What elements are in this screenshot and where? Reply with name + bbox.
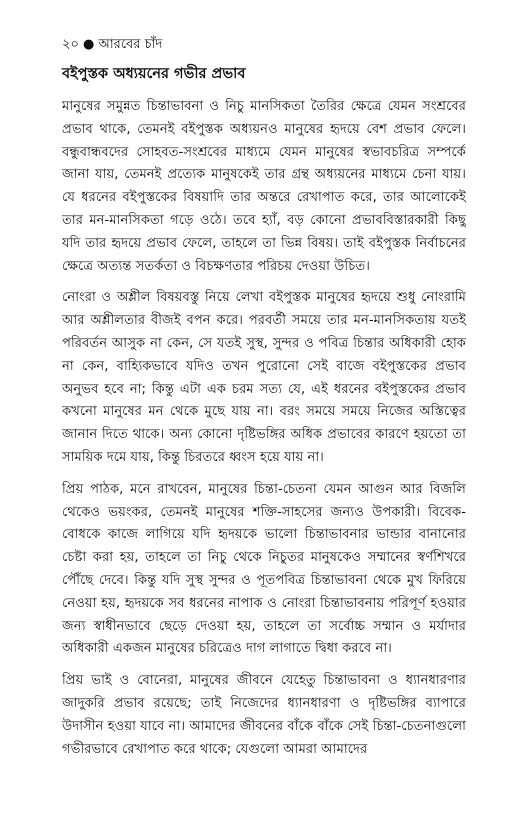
section-title: বইপুস্তক অধ্যয়নের গভীর প্রভাব: [62, 66, 246, 82]
paragraph-4: প্রিয় ভাই ও বোনেরা, মানুষের জীবনে যেহেতু চিন্তাভাবনা ও ধ্যানধারণার জাদুকরি প্রভাব রয়েছে; তাই নিজেদের ধ্যানধারণা ও দৃষ্টিভঙ্গির ব্যাপারে উদাসীন হওয়া যাবে না। আমাদের জীবনের বাঁকে বাঁকে সেই চিন্তা-চেতনাগুলো গভীরভাবে রেখাপাত করে থাকে; যেগুলো আমরা আমাদের: [62, 673, 466, 757]
paragraph-3: প্রিয় পাঠক, মনে রাখবেন, মানুষের চিন্তা-চেতনা যেমন আগুন আর বিজলি থেকেও ভয়ংকর, তেমনই মানুষের শক্তি-সাহসের জন্যও উপকারী। বিবেক-বোধকে কাজে লাগিয়ে যদি হৃদয়কে ভালো চিন্তাভাবনার ভান্ডার বানানোর চেষ্টা করা হয়, তাহলে তা নিচু থেকে নিচুতর মানুষকেও সম্মানের স্বর্ণশিখরে পৌঁছে দেবে। কিন্তু যদি সুস্থ সুন্দর ও পূতপবিত্র চিন্তাভাবনা থেকে মুখ ফিরিয়ে নেওয়া হয়, হৃদয়কে সব ধরনের নাপাক ও নোংরা চিন্তাভাবনায় পরিপূর্ণ হওয়ার জন্য স্বাধীনভাবে ছেড়ে দেওয়া হয়, তাহলে তা সর্বোচ্চ সম্মান ও মর্যাদার অধিকারী একজন মানুষের চরিত্রেও দাগ লাগাতে দ্বিধা করবে না।: [62, 481, 466, 657]
running-header: ২০ ● আরবের চাঁদ: [62, 37, 163, 52]
paragraph-1: মানুষের সমুন্নত চিন্তাভাবনা ও নিচু মানসিকতা তৈরির ক্ষেত্রে যেমন সংশ্রবের প্রভাব থাকে, তেমনই বইপুস্তক অধ্যয়নও মানুষের হৃদয়ে বেশ প্রভাব ফেলে। বন্ধুবান্ধবদের সোহবত-সংশ্রবের মাধ্যমে যেমন মানুষের স্বভাবচরিত্র সম্পর্কে জানা যায়, তেমনই প্রত্যেক মানুষকেই তার গ্রন্থ অধ্যয়নের মাধ্যমে চেনা যায়। যে ধরনের বইপুস্তকের বিষয়াদি তার অন্তরে রেখাপাত করে, তার আলোকেই তার মন-মানসিকতা গড়ে ওঠে। তবে হ্যাঁ, বড় কোনো প্রভাববিস্তারকারী কিছু যদি তার হৃদয়ে প্রভাব ফেলে, তাহলে তা ভিন্ন বিষয়। তাই বইপুস্তক নির্বাচনের ক্ষেত্রে অত্যন্ত সতর্কতা ও বিচক্ষণতার পরিচয় দেওয়া উচিত।: [62, 99, 466, 274]
paragraph-2: নোংরা ও অশ্লীল বিষয়বস্তু নিয়ে লেখা বইপুস্তক মানুষের হৃদয়ে শুধু নোংরামি আর অশ্লীলতার বীজই বপন করে। পরবর্তী সময়ে তার মন-মানসিকতায় যতই পরিবর্তন আসুক না কেন, সে যতই সুস্থ, সুন্দর ও পবিত্র চিন্তার অধিকারী হোক না কেন, বাহ্যিকভাবে যদিও তখন পুরোনো সেই বাজে বইপুস্তকের প্রভাব অনুভব হবে না; কিন্তু এটা এক চরম সত্য যে, এই ধরনের বইপুস্তকের প্রভাব কখনো মানুষের মন থেকে মুছে যায় না। বরং সময়ে সময়ে নিজের অস্তিত্বের জানান দিতে থাকে। অন্য কোনো দৃষ্টিভঙ্গির অধিক প্রভাবের কারণে হয়তো তা সাময়িক দমে যায়, কিন্তু চিরতরে ধ্বংস হয়ে যায় না।: [62, 290, 466, 465]
body-text: [62, 96, 466, 770]
